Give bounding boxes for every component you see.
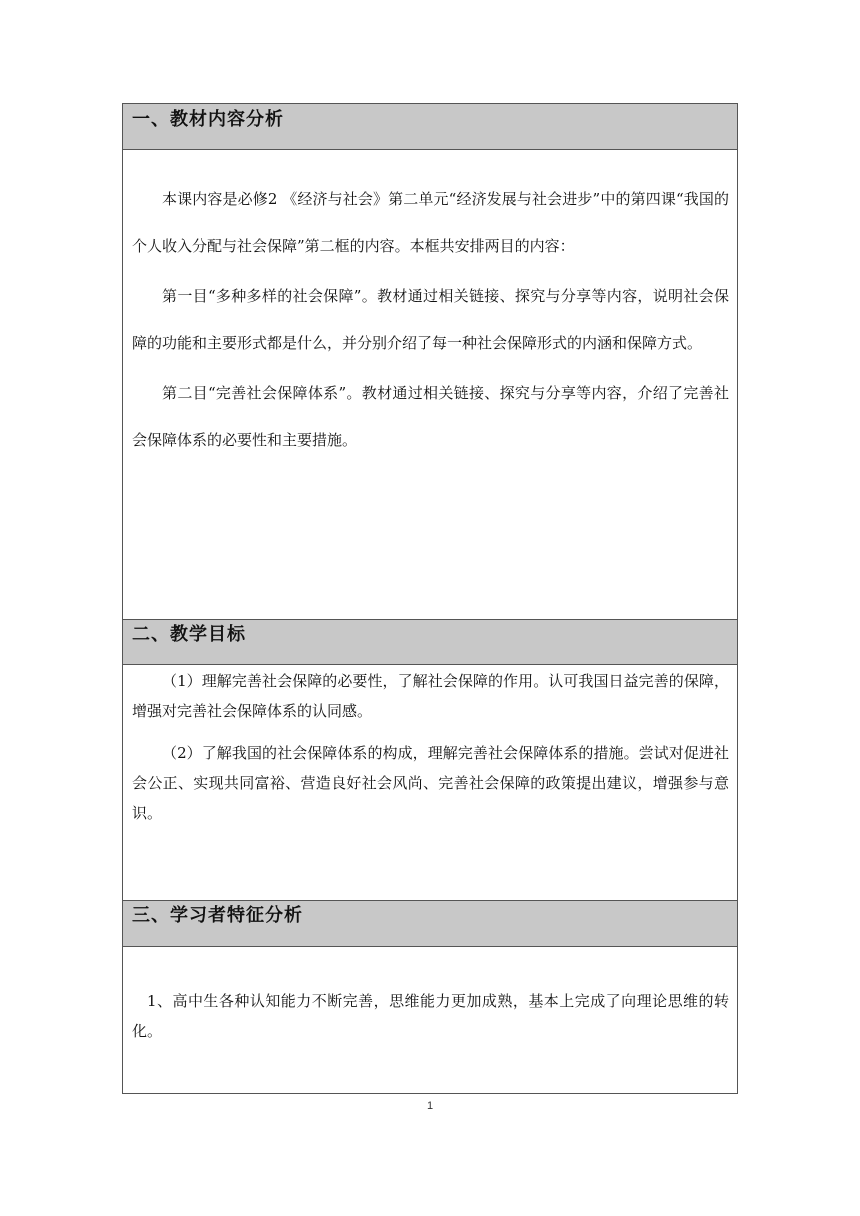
section-header-cell bbox=[123, 620, 738, 665]
page-number: 1 bbox=[426, 1100, 434, 1112]
section-body-cell bbox=[123, 947, 738, 1094]
section-header-row bbox=[123, 901, 738, 947]
lesson-plan-table bbox=[122, 103, 738, 1094]
section-body-row bbox=[123, 947, 738, 1094]
section-body-cell bbox=[123, 665, 738, 901]
paragraph: 第一目“多种多样的社会保障”。教材通过相关链接、探究与分享等内容，说明社会保障的功能和主要形式都是什么，并分别介绍了每一种社会保障形式的内涵和保障方式。 bbox=[132, 287, 729, 352]
section-header-cell bbox=[123, 104, 738, 150]
section-heading: 二、教学目标 bbox=[132, 624, 246, 645]
section-header-cell bbox=[123, 901, 738, 947]
section-header-row bbox=[123, 104, 738, 150]
section-body-cell bbox=[123, 150, 738, 620]
section-heading: 一、教材内容分析 bbox=[132, 109, 284, 130]
paragraph: （1）理解完善社会保障的必要性，了解社会保障的作用。认可我国日益完善的保障，增强对完善社会保障体系的认同感。 bbox=[132, 672, 729, 720]
paragraph: 本课内容是必修2 《经济与社会》第二单元“经济发展与社会进步”中的第四课“我国的个人收入分配与社会保障”第二框的内容。本框共安排两目的内容： bbox=[132, 190, 729, 255]
section-heading: 三、学习者特征分析 bbox=[132, 905, 303, 926]
section-body-row bbox=[123, 665, 738, 901]
paragraph: （2）了解我国的社会保障体系的构成，理解完善社会保障体系的措施。尝试对促进社会公正、实现共同富裕、营造良好社会风尚、完善社会保障的政策提出建议，增强参与意识。 bbox=[132, 744, 729, 822]
paragraph: 第二目“完善社会保障体系”。教材通过相关链接、探究与分享等内容，介绍了完善社会保障体系的必要性和主要措施。 bbox=[132, 384, 729, 449]
section-body-row bbox=[123, 150, 738, 620]
section-header-row bbox=[123, 620, 738, 665]
paragraph: 1、高中生各种认知能力不断完善，思维能力更加成熟，基本上完成了向理论思维的转化。 bbox=[132, 992, 729, 1040]
